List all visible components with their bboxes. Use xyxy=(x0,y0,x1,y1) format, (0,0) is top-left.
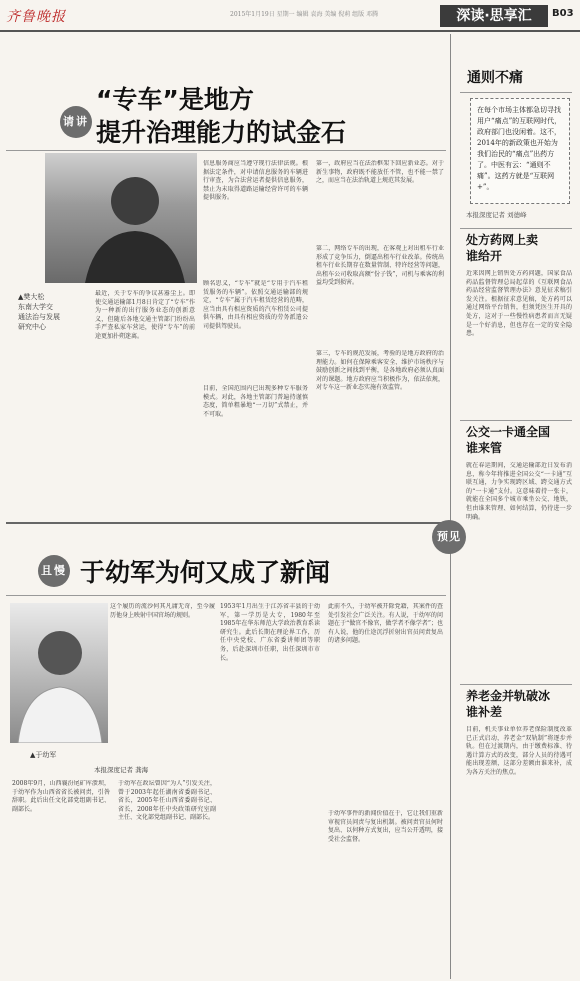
article2-para-5: 于幼军事件的新闻价值在于，它让我们重新审视官员问责与复出机制。被问责官员何时复出、以何种方式复出，应当公开透明，接受社会监督。 xyxy=(328,810,443,843)
section-title: 深读·思享汇 xyxy=(440,5,548,27)
article1-author-photo xyxy=(45,153,197,283)
sidebar-rule-2 xyxy=(460,420,572,421)
article2-para-2: 于幼军在政坛曾因“为人”引发关注，曾于2003年起任湖南省委副书记、省长，2005年任山西省委副书记、省长，2008年任中央政策研究室副主任、文化部党组副书记、副部长。 xyxy=(118,780,216,822)
article1-rule xyxy=(6,150,446,151)
article1-para-1: 最近，关于专车的争议甚嚣尘上。即使交通运输部1月8日肯定了“专车”作为一种新的出行服务业态的创新意义，但随后各地交通主管部门纷纷出手严查私家车营运，使得“专车”的前途更加扑朔迷离。 xyxy=(95,290,195,340)
article2-byline: 本报深度记者 龚海 xyxy=(94,766,149,774)
article2-para-4: 此前不久，于幼军被开除党籍，其案件的查处引发社会广泛关注。有人说，于幼军的问题在于“做官不像官，做学者不像学者”；也有人说，他的仕途沉浮折射出官员问责复出的诸多问题。 xyxy=(328,603,443,645)
article2-photo-caption: ▲于幼军 xyxy=(30,751,57,759)
sidebar-item-1-body: 近来因网上销售处方药问题，国家食品药品监督管理总局起草的《互联网食品药品经营监督管理办法》意见征求稿引发关注。根据征求意见稿，处方药可以通过网络平台销售，但须凭医生开具的处方，这对于一些慢性病患者而言无疑是一个好消息，但也存在一定的安全隐患。 xyxy=(466,270,572,338)
sidebar-quote: 在每个市场主体都急切寻找用户“痛点”的互联网时代，政府部门也没闲着。这不，2014年的新政策也开始为我们治民的“痛点”出药方了。中医有云：“通则不痛”。这药方就是“互联网+”。 xyxy=(470,98,570,204)
page-number: B03 xyxy=(552,8,574,19)
sidebar-rule-1 xyxy=(460,228,572,229)
article2-para-3: 2008年9月，山西襄汾尾矿库溃坝，于幼军作为山西省省长被问责，引咎辞职。此后出任文化部党组副书记、副部长。 xyxy=(12,780,110,813)
sidebar-item-2-title-line2: 谁来管 xyxy=(466,441,503,455)
article1-para-6: 第三，专车的规范发展，考验的是地方政府的治理能力。如何在保障乘客安全、维护市场秩序与鼓励创新之间找到平衡，是各地政府必须认真面对的课题。地方政府应当积极作为，依法依规，对专车这一新业态实施有效监管。 xyxy=(316,350,444,392)
article1-tag: 请讲 xyxy=(60,106,92,138)
sidebar-rule-3 xyxy=(460,684,572,685)
article2-headline: 于幼军为何又成了新闻 xyxy=(80,558,331,587)
article1-photo-caption: ▲樊大松 东南大学交 通法治与发展 研究中心 xyxy=(18,293,60,331)
article-separator xyxy=(6,522,446,524)
sidebar-item-2-title-line1: 公交一卡通全国 xyxy=(466,425,551,439)
sidebar-tag: 预见 xyxy=(432,520,466,554)
sidebar-item-1-title-line2: 谁给开 xyxy=(466,249,503,263)
column-divider xyxy=(450,34,451,979)
sidebar-item-2-body: 就在春运期间，交通运输部近日发布消息，称今年将推进全国公交“一卡通”互联互通，力争实现跨区域、跨交通方式的“一卡通”支付。这意味着持一张卡，就能在全国多个城市乘坐公交、地铁，但由谁来管理、如何结算，仍待进一步明确。 xyxy=(466,462,572,521)
sidebar-item-3-title-line1: 养老金并轨破冰 xyxy=(466,689,551,703)
article1-para-4: 第一，政府应当在法治框架下回应新业态。对于新生事物，政府既不能放任不管，也不能一禁了之，而应当在法治轨道上规范其发展。 xyxy=(316,160,444,185)
article1-para-3: 目前，全国范围内已出现多种专车服务模式。对此，各地主管部门普遍持谨慎态度，简单粗暴地“一刀切”式禁止，并不可取。 xyxy=(203,385,308,418)
article1-para-0: 信息服务商应当遵守现行法律法规。根据法定条件，对申请信息服务的车辆进行审查，为合法营运者提供信息服务，禁止为未取得道路运输经营许可的车辆提供服务。 xyxy=(203,160,308,202)
article1-para-5: 第二，网络专车的出现，在客观上对出租车行业形成了竞争压力，倒逼出租车行业改革。传统出租车行业长期存在数量管制、特许经营等问题，出租车公司收取高额“份子钱”，司机与乘客的利益均受到损害。 xyxy=(316,245,444,287)
sidebar-byline: 本报深度记者 刘德峰 xyxy=(466,211,527,219)
article2-rule xyxy=(6,595,446,596)
article2-tag: 且慢 xyxy=(38,555,70,587)
sidebar-item-3-title-line2: 谁补差 xyxy=(466,705,503,719)
article2-para-0: 这个履历的流沙何其凡庸无奇，至今履历他身上映射中国官场的规则。 xyxy=(110,603,215,619)
portrait-figure-icon xyxy=(45,153,197,283)
article2-para-1: 1953年1月出生于江苏省丰县的于幼军，第一学历是大专，1980年至1985年在华东师范大学政治教育系读研究生。此后长期在理论界工作，历任中央党校、广东省委讲师团等职务，后赴深圳市任职，出任深圳市市长。 xyxy=(220,603,320,662)
sidebar-title-rule xyxy=(460,92,572,93)
article1-headline-line1: “专车”是地方 xyxy=(96,85,254,114)
portrait-figure-icon xyxy=(10,603,108,743)
paper-logo: 齐鲁晚报 xyxy=(6,9,66,25)
sidebar-item-3-body: 目前，机关事业单位养老保险制度改革已正式启动，养老金“双轨制”将逐步并轨。但在过渡期内，由于缴费标准、待遇计算方式的改变，部分人员的待遇可能出现差额，这部分差额由谁来补，成为各方关注的焦点。 xyxy=(466,726,572,776)
article1-headline-line2: 提升治理能力的试金石 xyxy=(96,118,347,147)
article1-para-2: 顾名思义，“专车”就是“专用于汽车租赁服务的车辆”。依照交通运输部的规定，“专车”属于汽车租赁经营的范畴，应当由具有相应资质的汽车租赁公司提供车辆，由具有相应资质的劳务派遣公司提供驾驶员。 xyxy=(203,280,308,330)
article2-subject-photo xyxy=(10,603,108,743)
sidebar-main-title: 通则不痛 xyxy=(467,70,523,86)
sidebar-item-1-title-line1: 处方药网上卖 xyxy=(466,233,539,247)
date-line: 2015年1月19日 星期一 编辑 袁海 美编 倪莉 组版 邓腾 xyxy=(230,11,379,18)
